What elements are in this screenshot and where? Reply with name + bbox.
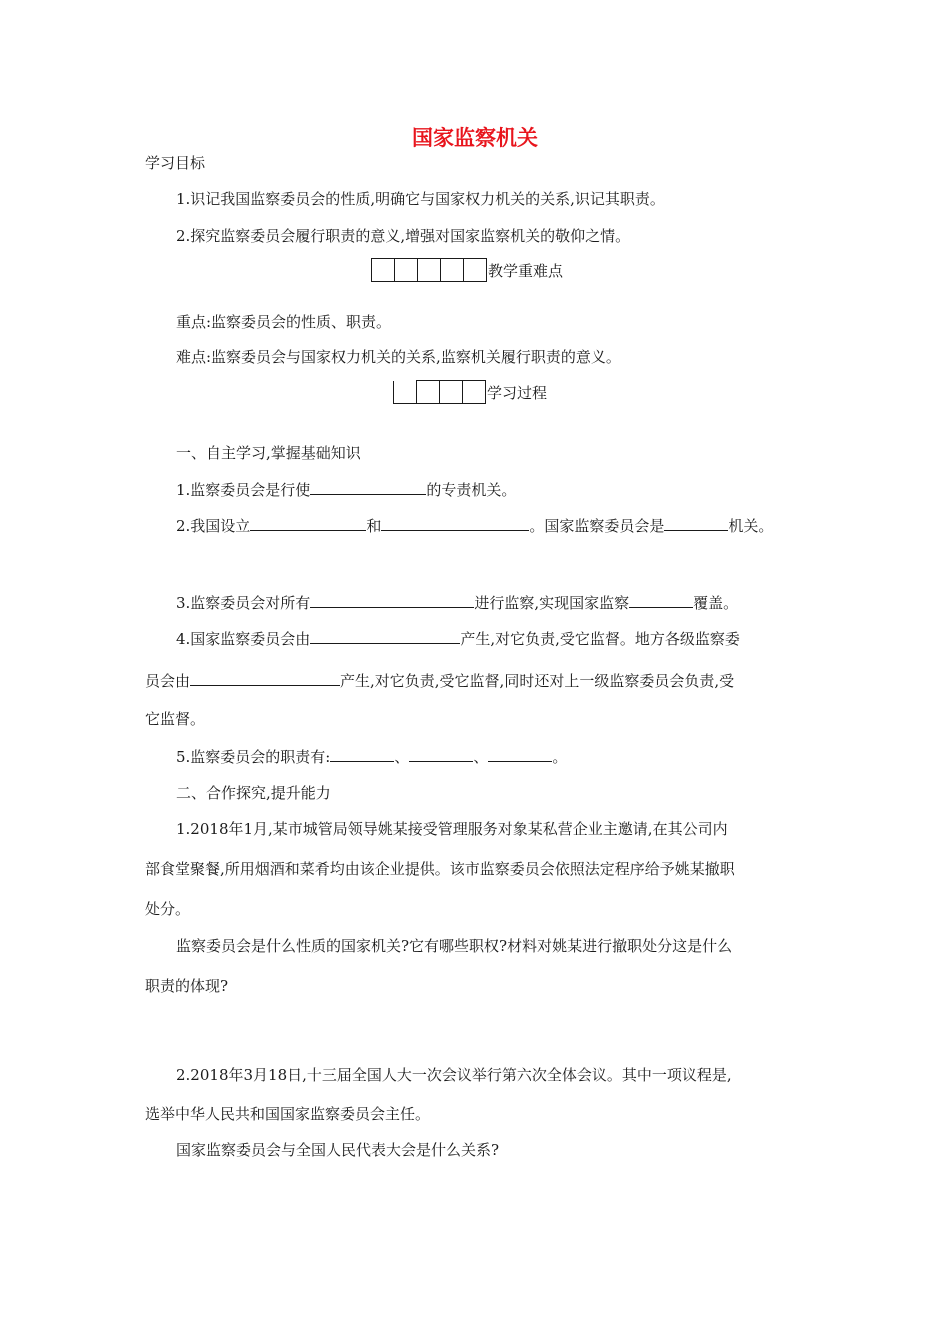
process-heading: 学习过程 — [487, 383, 548, 402]
blank-field[interactable] — [250, 515, 366, 531]
process-header — [393, 380, 547, 404]
part2-title: 二、合作探究,提升能力 — [176, 784, 331, 802]
question-2: 2.我国设立 和 。国家监察委员会是 机关。 — [176, 517, 774, 535]
question-4-end: 它监督。 — [145, 710, 206, 728]
blank-field[interactable] — [190, 670, 340, 686]
objective-item: 1.识记我国监察委员会的性质,明确它与国家权力机关的关系,识记其职责。 — [176, 190, 665, 208]
question-4-continued: 员会由 产生,对它负责,受它监督,同时还对上一级监察委员会负责,受 — [145, 672, 735, 690]
case1-question: 监察委员会是什么性质的国家机关?它有哪些职权?材料对姚某进行撤职处分这是什么 — [176, 937, 733, 955]
case1-line: 1.2018年1月,某市城管局领导姚某接受管理服务对象某私营企业主邀请,在其公司内 — [176, 820, 728, 838]
case2-question: 国家监察委员会与全国人民代表大会是什么关系? — [176, 1141, 500, 1159]
difficulty-point: 难点:监察委员会与国家权力机关的关系,监察机关履行职责的意义。 — [176, 348, 621, 366]
objectives-heading: 学习目标 — [145, 154, 206, 172]
case2-line: 选举中华人民共和国国家监察委员会主任。 — [145, 1105, 431, 1123]
blank-field[interactable] — [409, 746, 473, 762]
question-4: 4.国家监察委员会由 产生,对它负责,受它监督。地方各级监察委 — [176, 630, 740, 648]
blank-field[interactable] — [330, 746, 394, 762]
case1-line: 部食堂聚餐,所用烟酒和菜肴均由该企业提供。该市监察委员会依照法定程序给予姚某撤职 — [145, 860, 735, 878]
box-decoration — [393, 380, 485, 404]
blank-field[interactable] — [381, 515, 529, 531]
question-3: 3.监察委员会对所有 进行监察,实现国家监察 覆盖。 — [176, 594, 739, 612]
part1-title: 一、自主学习,掌握基础知识 — [176, 444, 361, 462]
question-5: 5.监察委员会的职责有: 、 、 。 — [176, 748, 568, 766]
blank-field[interactable] — [629, 592, 693, 608]
focus-point: 重点:监察委员会的性质、职责。 — [176, 313, 392, 331]
case2-line: 2.2018年3月18日,十三届全国人大一次会议举行第六次全体会议。其中一项议程是, — [176, 1066, 732, 1084]
page-title: 国家监察机关 — [412, 125, 538, 150]
blank-field[interactable] — [310, 479, 426, 495]
box-decoration — [371, 258, 486, 282]
case1-line: 处分。 — [145, 900, 191, 918]
blank-field[interactable] — [664, 515, 728, 531]
key-points-header — [371, 258, 563, 282]
blank-field[interactable] — [310, 592, 474, 608]
blank-field[interactable] — [310, 628, 460, 644]
question-1: 1.监察委员会是行使 的专责机关。 — [176, 481, 517, 499]
blank-field[interactable] — [488, 746, 552, 762]
case1-question: 职责的体现? — [145, 977, 229, 995]
objective-item: 2.探究监察委员会履行职责的意义,增强对国家监察机关的敬仰之情。 — [176, 227, 631, 245]
key-points-heading: 教学重难点 — [488, 261, 564, 280]
